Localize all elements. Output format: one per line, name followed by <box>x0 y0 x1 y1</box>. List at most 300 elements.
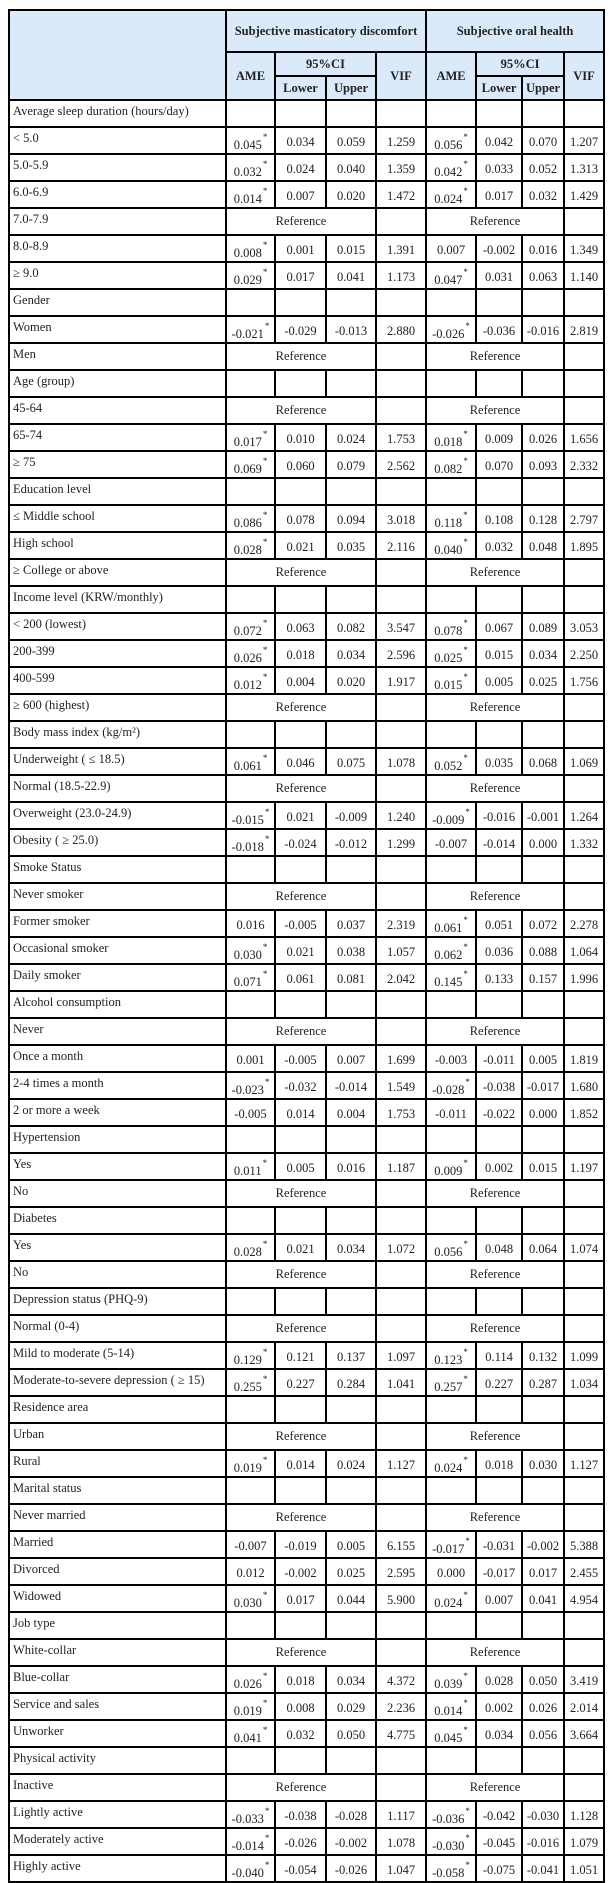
empty-cell <box>326 1477 376 1504</box>
vif-cell: 1.097 <box>376 1342 426 1369</box>
table-row <box>9 1828 604 1855</box>
empty-cell <box>275 100 326 127</box>
empty-cell <box>326 1288 376 1315</box>
vif-cell: 1.041 <box>376 1369 426 1396</box>
row-label: Moderately active <box>9 1828 226 1855</box>
ame-value: 0.026 <box>233 1677 262 1692</box>
ci-upper-cell: 0.052 <box>522 154 564 181</box>
empty-cell <box>326 856 376 883</box>
vif-cell: 1.128 <box>564 1801 604 1828</box>
row-label: 2-4 times a month <box>9 1072 226 1099</box>
empty-cell <box>326 1747 376 1774</box>
empty-cell <box>226 478 275 505</box>
empty-vif-cell <box>564 1180 604 1207</box>
empty-cell <box>426 856 476 883</box>
significance-marker: * <box>463 509 468 520</box>
reference-cell: Reference <box>426 343 564 370</box>
ci-lower-cell: 0.032 <box>476 532 522 559</box>
empty-cell <box>275 370 326 397</box>
ci-lower-cell: 0.018 <box>476 1450 522 1477</box>
ame-cell <box>426 613 476 640</box>
empty-cell <box>522 478 564 505</box>
table-row <box>9 1234 604 1261</box>
ame-cell <box>226 1045 275 1072</box>
table-row <box>9 802 604 829</box>
empty-cell <box>275 1477 326 1504</box>
vif-cell: 2.596 <box>376 640 426 667</box>
vif-cell: 1.680 <box>564 1072 604 1099</box>
empty-vif-cell <box>376 559 426 586</box>
ci-lower-cell: -0.024 <box>275 829 326 856</box>
ci-lower-cell: 0.001 <box>275 235 326 262</box>
significance-marker: * <box>463 428 468 439</box>
ci-upper-cell: 0.000 <box>522 1099 564 1126</box>
reference-cell: Reference <box>426 1774 564 1801</box>
empty-cell <box>426 100 476 127</box>
vif-cell: 2.014 <box>564 1693 604 1720</box>
category-row <box>9 478 604 505</box>
significance-marker: * <box>262 1589 268 1600</box>
reference-cell: Reference <box>226 1261 376 1288</box>
table-row <box>9 1099 604 1126</box>
ame-cell <box>426 1585 476 1612</box>
ame-cell <box>226 154 275 181</box>
vif-cell: 1.753 <box>376 1099 426 1126</box>
category-row <box>9 289 604 316</box>
ame-value: 0.007 <box>436 243 466 257</box>
vif-cell: 1.057 <box>376 937 426 964</box>
ci-lower-cell: 0.032 <box>275 1720 326 1747</box>
vif-cell: 1.047 <box>376 1855 426 1882</box>
ame-cell <box>426 1045 476 1072</box>
empty-vif-cell <box>376 397 426 424</box>
ci-lower-cell: 0.046 <box>275 748 326 775</box>
table-row <box>9 424 604 451</box>
significance-marker: * <box>463 752 468 763</box>
row-label: Obesity ( ≥ 25.0) <box>9 829 226 856</box>
ci-upper-cell: 0.132 <box>522 1342 564 1369</box>
ci-lower-cell: 0.031 <box>476 262 522 289</box>
vif-cell: 2.042 <box>376 964 426 991</box>
ame-value: -0.033 <box>231 1812 264 1827</box>
empty-vif-cell <box>564 1774 604 1801</box>
vif-cell: 2.332 <box>564 451 604 478</box>
table-row <box>9 910 604 937</box>
table-row <box>9 937 604 964</box>
table-row <box>9 1855 604 1882</box>
empty-cell <box>522 1612 564 1639</box>
reference-row <box>9 397 604 424</box>
empty-cell <box>476 1396 522 1423</box>
vif-cell: 1.099 <box>564 1342 604 1369</box>
ci-lower-cell: 0.227 <box>476 1369 522 1396</box>
reference-cell: Reference <box>226 343 376 370</box>
empty-cell <box>275 856 326 883</box>
significance-marker: * <box>262 1373 268 1384</box>
ame-value: 0.030 <box>233 1596 262 1611</box>
ame-cell <box>426 1720 476 1747</box>
empty-vif-cell <box>376 208 426 235</box>
category-row <box>9 1396 604 1423</box>
vif-cell: 2.455 <box>564 1558 604 1585</box>
ci-upper-cell: 0.072 <box>522 910 564 937</box>
empty-vif-cell <box>564 883 604 910</box>
vif-cell: 2.595 <box>376 1558 426 1585</box>
ci-upper-cell: -0.016 <box>522 316 564 343</box>
table-row <box>9 1693 604 1720</box>
header-group-oral-health: Subjective oral health <box>426 10 604 52</box>
empty-cell <box>275 1396 326 1423</box>
header-group-masticatory: Subjective masticatory discomfort <box>226 10 426 52</box>
ame-cell <box>226 1558 275 1585</box>
ci-upper-cell: 0.048 <box>522 532 564 559</box>
ci-upper-cell: 0.081 <box>326 964 376 991</box>
vif-cell: 1.349 <box>564 235 604 262</box>
reference-cell: Reference <box>426 1423 564 1450</box>
empty-vif-cell <box>564 397 604 424</box>
header-vif: VIF <box>564 52 604 100</box>
ame-value: 0.000 <box>436 1566 466 1580</box>
row-label: Alcohol consumption <box>9 991 226 1018</box>
significance-marker: * <box>463 1724 468 1735</box>
vif-cell: 3.419 <box>564 1666 604 1693</box>
vif-cell: 2.278 <box>564 910 604 937</box>
ame-cell <box>426 640 476 667</box>
empty-vif-cell <box>376 775 426 802</box>
ci-lower-cell: -0.005 <box>275 910 326 937</box>
empty-cell <box>426 991 476 1018</box>
ci-upper-cell: 0.088 <box>522 937 564 964</box>
table-row <box>9 667 604 694</box>
ame-cell <box>426 1153 476 1180</box>
significance-marker: * <box>262 1724 268 1735</box>
ci-upper-cell: -0.013 <box>326 316 376 343</box>
empty-cell <box>426 721 476 748</box>
vif-cell: 1.756 <box>564 667 604 694</box>
ci-upper-cell: -0.009 <box>326 802 376 829</box>
table-row <box>9 181 604 208</box>
table-row <box>9 235 604 262</box>
empty-cell <box>275 289 326 316</box>
empty-vif-cell <box>376 1774 426 1801</box>
ame-cell <box>426 1666 476 1693</box>
vif-cell: 2.562 <box>376 451 426 478</box>
row-label: Never smoker <box>9 883 226 910</box>
ame-value: -0.036 <box>432 1812 465 1827</box>
reference-row <box>9 1315 604 1342</box>
row-label: 400-599 <box>9 667 226 694</box>
header-ci: 95%CI <box>275 52 376 76</box>
ame-value: 0.011 <box>233 1164 262 1179</box>
vif-cell: 1.895 <box>564 532 604 559</box>
empty-cell <box>564 1396 604 1423</box>
reference-cell: Reference <box>226 1315 376 1342</box>
ci-upper-cell: 0.082 <box>326 613 376 640</box>
row-label: 45-64 <box>9 397 226 424</box>
empty-cell <box>326 1612 376 1639</box>
row-label: Men <box>9 343 226 370</box>
vif-cell: 1.207 <box>564 127 604 154</box>
ame-value: 0.032 <box>233 165 262 180</box>
vif-cell: 2.797 <box>564 505 604 532</box>
ame-cell <box>226 937 275 964</box>
empty-vif-cell <box>564 1639 604 1666</box>
ci-lower-cell: 0.005 <box>275 1153 326 1180</box>
row-label: Daily smoker <box>9 964 226 991</box>
ci-lower-cell: 0.007 <box>275 181 326 208</box>
ame-value: -0.021 <box>231 327 264 342</box>
ci-upper-cell: 0.137 <box>326 1342 376 1369</box>
reference-cell: Reference <box>226 559 376 586</box>
empty-cell <box>522 1288 564 1315</box>
vif-cell: 1.429 <box>564 181 604 208</box>
significance-marker: * <box>463 1373 468 1384</box>
empty-cell <box>226 370 275 397</box>
vif-cell: 1.072 <box>376 1234 426 1261</box>
ame-cell <box>226 1099 275 1126</box>
significance-marker: * <box>264 833 270 844</box>
vif-cell: 1.117 <box>376 1801 426 1828</box>
ame-cell <box>226 505 275 532</box>
reference-cell: Reference <box>226 1423 376 1450</box>
ci-upper-cell: 0.025 <box>326 1558 376 1585</box>
ame-cell <box>426 262 476 289</box>
ci-upper-cell: 0.030 <box>522 1450 564 1477</box>
ame-value: 0.040 <box>434 543 463 558</box>
significance-marker: * <box>262 455 268 466</box>
row-label: < 5.0 <box>9 127 226 154</box>
ame-cell <box>226 1531 275 1558</box>
ame-cell <box>226 1153 275 1180</box>
ame-cell <box>226 1585 275 1612</box>
significance-marker: * <box>463 1670 468 1681</box>
ame-value: 0.024 <box>434 1596 463 1611</box>
ame-cell <box>226 424 275 451</box>
empty-cell <box>376 478 426 505</box>
ame-value: -0.005 <box>234 1107 267 1121</box>
empty-cell <box>226 721 275 748</box>
significance-marker: * <box>262 1670 268 1681</box>
empty-cell <box>275 1207 326 1234</box>
row-label: Rural <box>9 1450 226 1477</box>
empty-cell <box>326 370 376 397</box>
ci-upper-cell: -0.001 <box>522 802 564 829</box>
significance-marker: * <box>264 1832 270 1843</box>
empty-vif-cell <box>376 1315 426 1342</box>
vif-cell: 1.240 <box>376 802 426 829</box>
empty-cell <box>476 370 522 397</box>
ame-cell <box>226 667 275 694</box>
ci-lower-cell: -0.026 <box>275 1828 326 1855</box>
ci-lower-cell: 0.034 <box>476 1720 522 1747</box>
ci-upper-cell: 0.041 <box>326 262 376 289</box>
empty-vif-cell <box>564 343 604 370</box>
ci-lower-cell: -0.032 <box>275 1072 326 1099</box>
vif-cell: 3.018 <box>376 505 426 532</box>
ame-value: -0.003 <box>434 1053 468 1067</box>
ci-upper-cell: 0.063 <box>522 262 564 289</box>
header-lower: Lower <box>476 76 522 100</box>
ci-lower-cell: -0.011 <box>476 1045 522 1072</box>
significance-marker: * <box>465 1832 470 1843</box>
ame-value: 0.014 <box>434 1704 463 1719</box>
reference-row <box>9 1018 604 1045</box>
ci-lower-cell: 0.014 <box>275 1450 326 1477</box>
row-label: No <box>9 1261 226 1288</box>
ame-cell <box>426 1801 476 1828</box>
ame-cell <box>226 640 275 667</box>
row-label: Moderate-to-severe depression ( ≥ 15) <box>9 1369 226 1396</box>
reference-cell: Reference <box>226 208 376 235</box>
row-label: Widowed <box>9 1585 226 1612</box>
row-label: Once a month <box>9 1045 226 1072</box>
ame-cell <box>426 748 476 775</box>
ci-upper-cell: 0.020 <box>326 667 376 694</box>
ame-cell <box>426 451 476 478</box>
significance-marker: * <box>463 1454 468 1465</box>
significance-marker: * <box>463 158 468 169</box>
ci-lower-cell: -0.038 <box>275 1801 326 1828</box>
row-label: 6.0-6.9 <box>9 181 226 208</box>
empty-cell <box>476 1612 522 1639</box>
vif-cell: 1.917 <box>376 667 426 694</box>
ci-upper-cell: 0.284 <box>326 1369 376 1396</box>
empty-cell <box>476 991 522 1018</box>
empty-cell <box>326 586 376 613</box>
ci-lower-cell: -0.017 <box>476 1558 522 1585</box>
vif-cell: 1.549 <box>376 1072 426 1099</box>
empty-cell <box>226 1126 275 1153</box>
vif-cell: 2.819 <box>564 316 604 343</box>
ame-value: 0.026 <box>233 651 262 666</box>
row-label: < 200 (lowest) <box>9 613 226 640</box>
row-label: Service and sales <box>9 1693 226 1720</box>
ame-value: 0.012 <box>236 1566 265 1580</box>
empty-cell <box>326 100 376 127</box>
ci-upper-cell: 0.035 <box>326 532 376 559</box>
significance-marker: * <box>262 941 268 952</box>
empty-cell <box>376 1396 426 1423</box>
empty-cell <box>376 721 426 748</box>
empty-cell <box>376 100 426 127</box>
ame-cell <box>226 127 275 154</box>
ci-upper-cell: 0.025 <box>522 667 564 694</box>
ci-lower-cell: -0.054 <box>275 1855 326 1882</box>
reference-cell: Reference <box>426 694 564 721</box>
reference-row <box>9 1639 604 1666</box>
ci-upper-cell: -0.002 <box>522 1531 564 1558</box>
category-row <box>9 856 604 883</box>
ame-value: 0.019 <box>233 1704 262 1719</box>
empty-vif-cell <box>564 1315 604 1342</box>
ci-lower-cell: 0.008 <box>275 1693 326 1720</box>
ci-upper-cell: 0.034 <box>326 640 376 667</box>
row-label: Divorced <box>9 1558 226 1585</box>
ame-cell <box>426 1693 476 1720</box>
ci-upper-cell: 0.005 <box>522 1045 564 1072</box>
vif-cell: 3.547 <box>376 613 426 640</box>
ame-cell <box>426 1369 476 1396</box>
empty-cell <box>226 289 275 316</box>
header-lower: Lower <box>275 76 326 100</box>
ci-lower-cell: 0.014 <box>275 1099 326 1126</box>
significance-marker: * <box>262 1157 268 1168</box>
vif-cell: 3.053 <box>564 613 604 640</box>
ci-upper-cell: 0.000 <box>522 829 564 856</box>
empty-cell <box>476 1126 522 1153</box>
table-row <box>9 640 604 667</box>
ci-upper-cell: 0.037 <box>326 910 376 937</box>
table-row <box>9 829 604 856</box>
ci-lower-cell: 0.017 <box>275 1585 326 1612</box>
row-label: ≥ College or above <box>9 559 226 586</box>
ci-upper-cell: 0.044 <box>326 1585 376 1612</box>
header-vif: VIF <box>376 52 426 100</box>
ame-cell <box>226 1693 275 1720</box>
ame-cell <box>226 802 275 829</box>
reference-cell: Reference <box>226 1180 376 1207</box>
significance-marker: * <box>463 1238 468 1249</box>
empty-vif-cell <box>564 775 604 802</box>
header-blank-cell <box>9 10 226 100</box>
ci-lower-cell: 0.036 <box>476 937 522 964</box>
row-label: Age (group) <box>9 370 226 397</box>
empty-cell <box>564 1288 604 1315</box>
ame-cell <box>426 235 476 262</box>
ci-upper-cell: 0.068 <box>522 748 564 775</box>
table-row <box>9 1558 604 1585</box>
ame-cell <box>426 505 476 532</box>
table-row <box>9 613 604 640</box>
ci-lower-cell: 0.033 <box>476 154 522 181</box>
table-row <box>9 451 604 478</box>
ci-upper-cell: 0.079 <box>326 451 376 478</box>
ame-cell <box>426 532 476 559</box>
empty-cell <box>426 586 476 613</box>
ame-value: 0.028 <box>233 543 262 558</box>
empty-cell <box>275 1288 326 1315</box>
row-label: ≤ Middle school <box>9 505 226 532</box>
significance-marker: * <box>262 509 268 520</box>
significance-marker: * <box>262 644 268 655</box>
row-label: High school <box>9 532 226 559</box>
ci-lower-cell: 0.121 <box>275 1342 326 1369</box>
ame-cell <box>426 1450 476 1477</box>
vif-cell: 5.388 <box>564 1531 604 1558</box>
ci-upper-cell: -0.026 <box>326 1855 376 1882</box>
table-row <box>9 154 604 181</box>
ci-upper-cell: 0.016 <box>326 1153 376 1180</box>
ci-lower-cell: 0.017 <box>476 181 522 208</box>
row-label: Income level (KRW/monthly) <box>9 586 226 613</box>
vif-cell: 1.064 <box>564 937 604 964</box>
reference-cell: Reference <box>426 1639 564 1666</box>
empty-cell <box>376 1126 426 1153</box>
vif-cell: 1.299 <box>376 829 426 856</box>
ame-value: 0.039 <box>434 1677 463 1692</box>
ci-lower-cell: 0.004 <box>275 667 326 694</box>
table-row <box>9 1531 604 1558</box>
ame-cell <box>226 316 275 343</box>
ame-value: 0.072 <box>233 624 262 639</box>
vif-cell: 1.078 <box>376 748 426 775</box>
vif-cell: 6.155 <box>376 1531 426 1558</box>
empty-cell <box>564 289 604 316</box>
table-row <box>9 1450 604 1477</box>
table-row <box>9 1585 604 1612</box>
ci-upper-cell: 0.026 <box>522 1693 564 1720</box>
ame-value: 0.145 <box>434 975 463 990</box>
